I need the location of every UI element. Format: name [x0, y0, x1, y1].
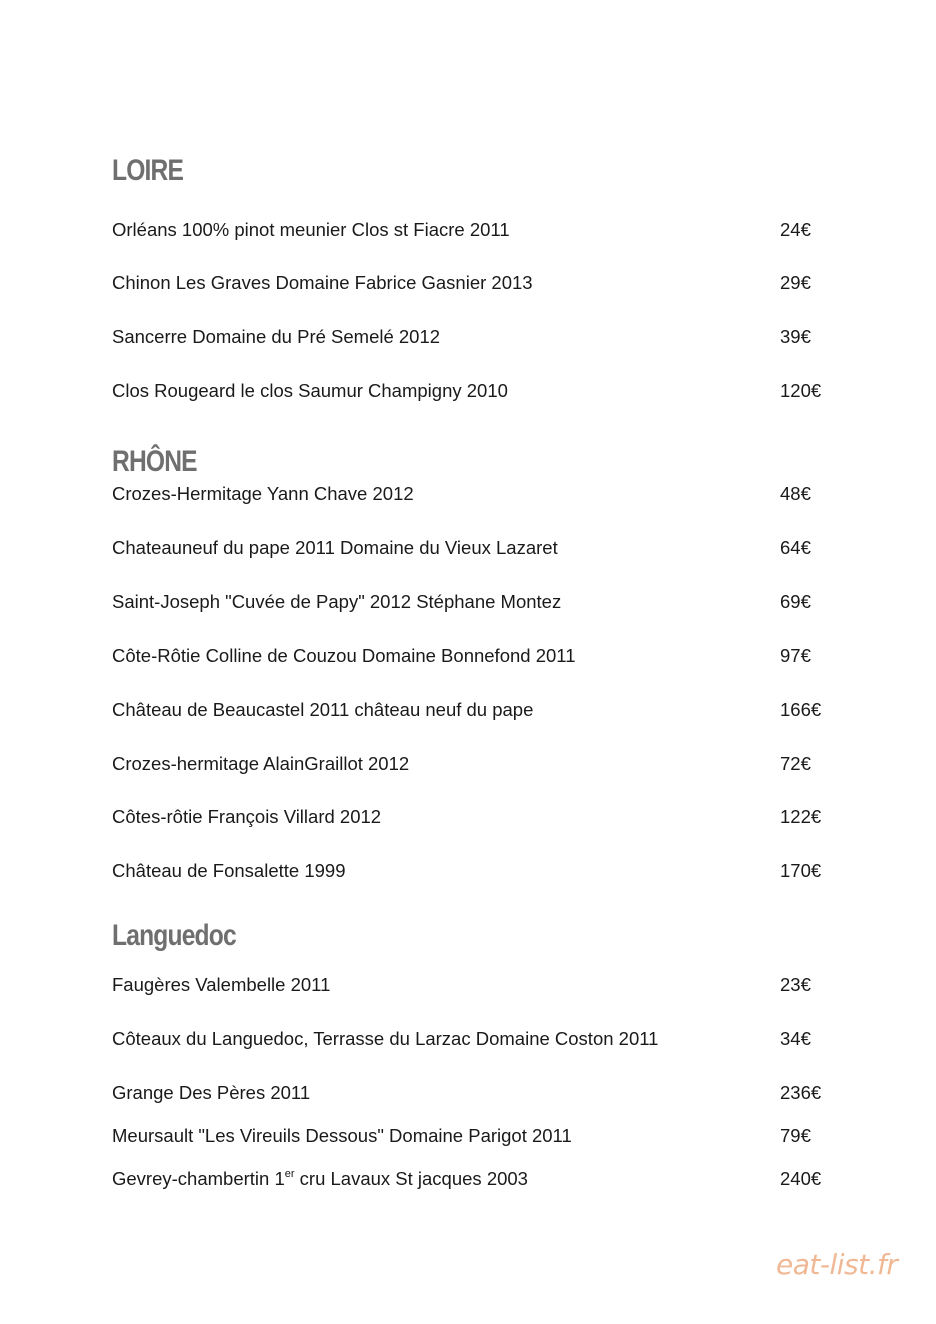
- wine-price: 72€: [780, 753, 811, 774]
- wine-row: [112, 482, 832, 506]
- wine-row: [112, 859, 832, 883]
- section-title-rhone: RHÔNE: [112, 445, 197, 478]
- wine-row: [112, 379, 832, 403]
- wine-price: 24€: [780, 219, 811, 240]
- section-title-loire: LOIRE: [112, 154, 184, 187]
- wine-name: Sancerre Domaine du Pré Semelé 2012: [112, 326, 441, 347]
- wine-name: Château de Beaucastel 2011 château neuf du pape: [112, 699, 534, 720]
- wine-row: [112, 752, 832, 776]
- wine-row: [112, 1081, 832, 1105]
- wine-name: [112, 1167, 528, 1191]
- wine-price: 23€: [780, 974, 811, 995]
- wine-name: Crozes-Hermitage Yann Chave 2012: [112, 483, 414, 504]
- wine-price: 48€: [780, 483, 811, 504]
- wine-name: Côtes-rôtie François Villard 2012: [112, 806, 382, 827]
- wine-row: [112, 698, 832, 722]
- wine-name: Chinon Les Graves Domaine Fabrice Gasnier 2013: [112, 272, 533, 293]
- wine-row: [112, 805, 832, 829]
- wine-row: [112, 1167, 832, 1191]
- wine-price: 170€: [780, 860, 822, 881]
- wine-price: 39€: [780, 326, 811, 347]
- wine-name: Côteaux du Languedoc, Terrasse du Larzac Domaine Coston 2011: [112, 1028, 659, 1049]
- section-title-languedoc: Languedoc: [112, 919, 236, 952]
- wine-row: [112, 644, 832, 668]
- wine-price: 79€: [780, 1125, 811, 1146]
- wine-name: Faugères Valembelle 2011: [112, 974, 331, 995]
- wine-name: Château de Fonsalette 1999: [112, 860, 346, 881]
- wine-row: [112, 1124, 832, 1148]
- wine-name: Crozes-hermitage AlainGraillot 2012: [112, 753, 410, 774]
- wine-price: 34€: [780, 1028, 811, 1049]
- wine-name: Côte-Rôtie Colline de Couzou Domaine Bonnefond 2011: [112, 645, 576, 666]
- wine-price: 166€: [780, 699, 822, 720]
- wine-price: 64€: [780, 537, 811, 558]
- wine-name: Orléans 100% pinot meunier Clos st Fiacre 2011: [112, 219, 510, 240]
- wine-row: [112, 973, 832, 997]
- wine-name: Saint-Joseph "Cuvée de Papy" 2012 Stéphane Montez: [112, 591, 562, 612]
- wine-row: [112, 325, 832, 349]
- wine-price: 120€: [780, 380, 822, 401]
- wine-name: Meursault "Les Vireuils Dessous" Domaine Parigot 2011: [112, 1125, 572, 1146]
- wine-price: 97€: [780, 645, 811, 666]
- wine-row: [112, 536, 832, 560]
- wine-row: [112, 218, 832, 242]
- wine-price: 122€: [780, 806, 822, 827]
- wine-name-part: cru Lavaux St jacques 2003: [294, 1168, 528, 1189]
- wine-name: Grange Des Pères 2011: [112, 1082, 311, 1103]
- wine-name: Chateauneuf du pape 2011 Domaine du Vieux Lazaret: [112, 537, 558, 558]
- wine-name-part: Gevrey-chambertin 1: [112, 1168, 285, 1189]
- wine-price: 69€: [780, 591, 811, 612]
- wine-row: [112, 1027, 832, 1051]
- wine-price: 29€: [780, 272, 811, 293]
- wine-price: 240€: [780, 1168, 822, 1189]
- wine-row: [112, 271, 832, 295]
- wine-name: Clos Rougeard le clos Saumur Champigny 2010: [112, 380, 508, 401]
- wine-row: [112, 590, 832, 614]
- ordinal-superscript: er: [284, 1168, 295, 1180]
- wine-price: 236€: [780, 1082, 822, 1103]
- watermark-logo: eat-list.fr: [776, 1248, 898, 1281]
